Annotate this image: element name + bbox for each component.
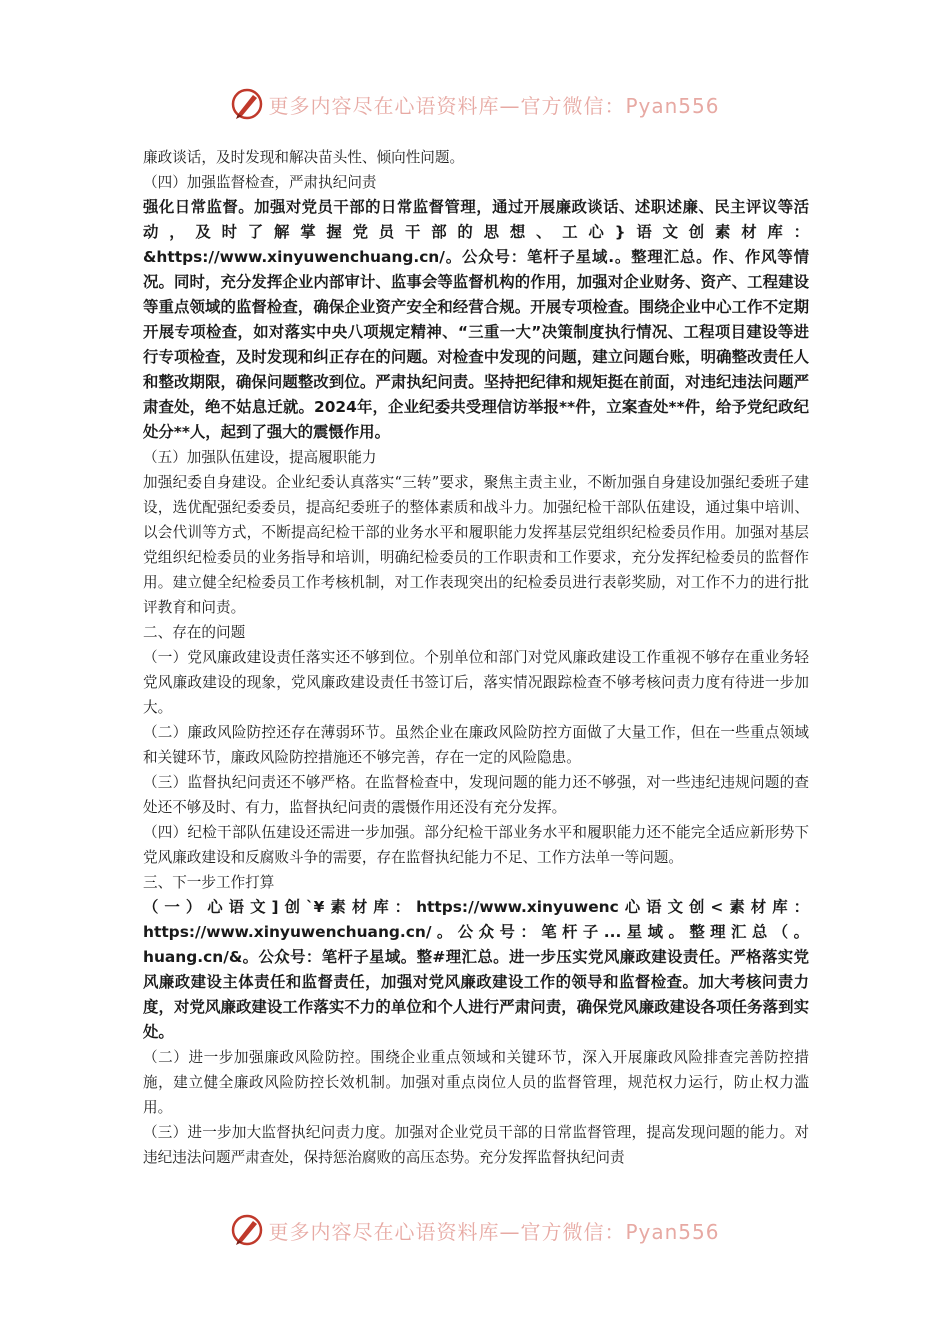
- paragraph: 强化日常监督。加强对党员干部的日常监督管理，通过开展廉政谈话、述职述廉、民主评议等活动，及时了解掌握党员干部的思想、工心}语文创素材库：&https://www.xinyuwenchuang.cn/。公众号：笔杆子星域.。整理汇总。作、作风等情况。同时，充分发挥企业内部审计、监事会等监督机构的作用，加强对企业财务、资产、工程建设等重点领域的监督检查，确保企业资产安全和经营合规。开展专项检查。围绕企业中心工作不定期开展专项检查，如对落实中央八项规定精神、“三重一大”决策制度执行情况、工程项目建设等进行专项检查，及时发现和纠正存在的问题。对检查中发现的问题，建立问题台账，明确整改责任人和整改期限，确保问题整改到位。严肃执纪问责。坚持把纪律和规矩挺在前面，对违纪违法问题严肃查处，绝不姑息迁就。2024年，企业纪委共受理信访举报**件，立案查处**件，给予党纪政纪处分**人，起到了强大的震慑作用。: [143, 198, 809, 441]
- paragraph: 加强纪委自身建设。企业纪委认真落实“三转”要求，聚焦主责主业，不断加强自身建设加强纪委班子建设，选优配强纪委委员，提高纪委班子的整体素质和战斗力。加强纪检干部队伍建设，通过集中培训、以会代训等方式，不断提高纪检干部的业务水平和履职能力发挥基层党组织纪检委员作用。加强对基层党组织纪检委员的业务指导和培训，明确纪检委员的工作职责和工作要求，充分发挥纪检委员的监督作用。建立健全纪检委员工作考核机制，对工作表现突出的纪检委员进行表彰奖励，对工作不力的进行批评教育和问责。: [143, 474, 809, 616]
- paragraph: （四）加强监督检查，严肃执纪问责: [143, 174, 377, 191]
- pen-logo-icon: [230, 1213, 264, 1247]
- paragraph: （一）党风廉政建设责任落实还不够到位。个别单位和部门对党风廉政建设工作重视不够存在重业务轻党风廉政建设的现象，党风廉政建设责任书签订后，落实情况跟踪检查不够考核问责力度有待进一步加大。: [143, 649, 809, 716]
- paragraph: （四）纪检干部队伍建设还需进一步加强。部分纪检干部业务水平和履职能力还不能完全适应新形势下党风廉政建设和反腐败斗争的需要，存在监督执纪能力不足、工作方法单一等问题。: [143, 824, 809, 866]
- footer-banner: [0, 1210, 950, 1250]
- paragraph: （三）进一步加大监督执纪问责力度。加强对企业党员干部的日常监督管理，提高发现问题的能力。对违纪违法问题严肃查处，保持惩治腐败的高压态势。充分发挥监督执纪问责: [143, 1124, 809, 1166]
- paragraph: （二）进一步加强廉政风险防控。围绕企业重点领域和关键环节，深入开展廉政风险排查完善防控措施，建立健全廉政风险防控长效机制。加强对重点岗位人员的监督管理，规范权力运行，防止权力滥用。: [143, 1049, 809, 1116]
- pen-logo-icon: [230, 87, 264, 121]
- document-body: [143, 145, 809, 1170]
- paragraph: 三、下一步工作打算: [143, 874, 275, 891]
- paragraph: （二）廉政风险防控还存在薄弱环节。虽然企业在廉政风险防控方面做了大量工作，但在一些重点领域和关键环节，廉政风险防控措施还不够完善，存在一定的风险隐患。: [143, 724, 809, 766]
- paragraph: 二、存在的问题: [143, 624, 246, 641]
- header-banner: [0, 84, 950, 124]
- paragraph: （一）心语文]创`¥素材库：https://www.xinyuwenc心语文创<素材库：https://www.xinyuwenchuang.cn/。公众号：笔杆子...星域。整理汇总（。huang.cn/&。公众号：笔杆子星域。整#理汇总。进一步压实党风廉政建设责任。严格落实党风廉政建设主体责任和监督责任，加强对党风廉政建设工作的领导和监督检查。加大考核问责力度，对党风廉政建设工作落实不力的单位和个人进行严肃问责，确保党风廉政建设各项任务落到实处。: [143, 898, 809, 1041]
- banner-text: 更多内容尽在心语资料库—官方微信：Pyan556: [268, 93, 720, 118]
- paragraph: 廉政谈话，及时发现和解决苗头性、倾向性问题。: [143, 149, 465, 166]
- paragraph: （五）加强队伍建设，提高履职能力: [143, 449, 377, 466]
- paragraph: （三）监督执纪问责还不够严格。在监督检查中，发现问题的能力还不够强，对一些违纪违规问题的查处还不够及时、有力，监督执纪问责的震慑作用还没有充分发挥。: [143, 774, 809, 816]
- banner-text: 更多内容尽在心语资料库—官方微信：Pyan556: [268, 1219, 720, 1244]
